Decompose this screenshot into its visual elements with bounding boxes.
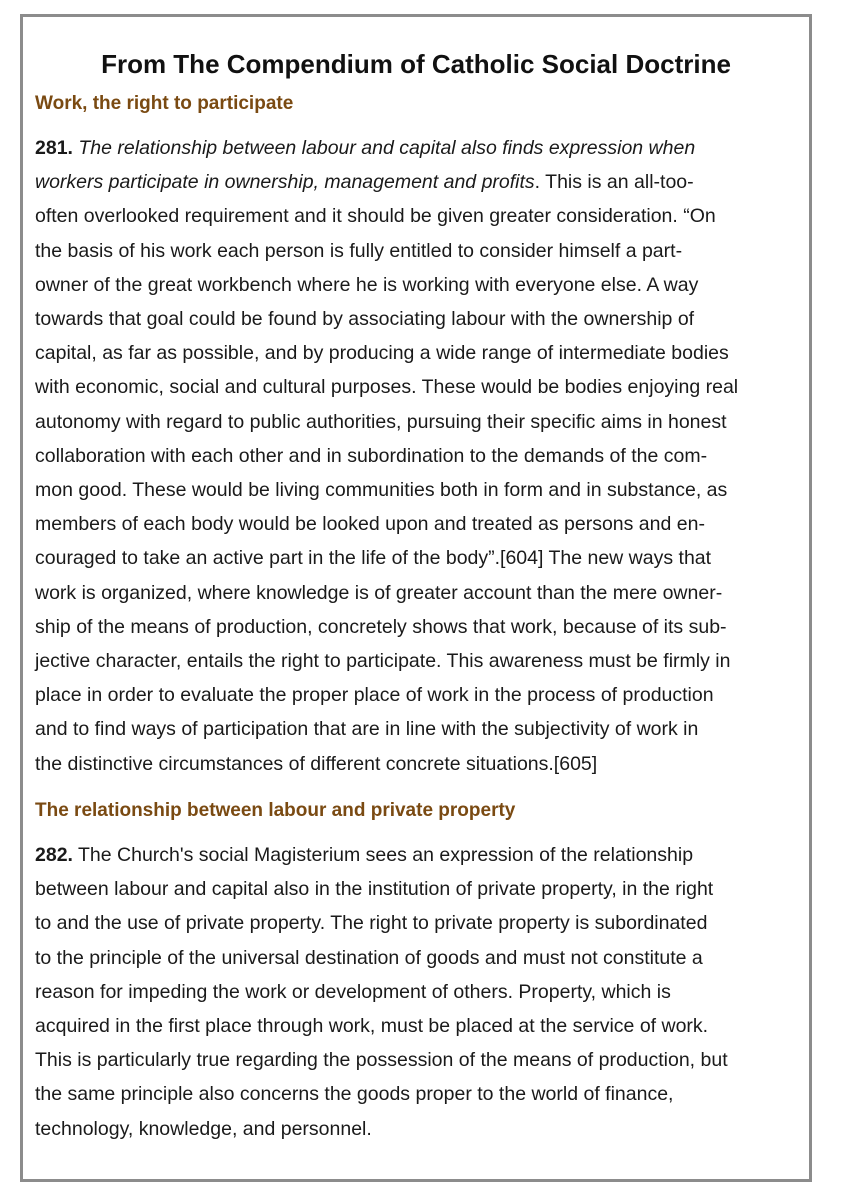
paragraph-line: with economic, social and cultural purposes. These would be bodies enjoying real — [35, 376, 739, 399]
document-title: From The Compendium of Catholic Social Doctrine — [101, 49, 731, 79]
paragraph-line — [35, 131, 815, 165]
paragraph-line: the same principle also concerns the goods proper to the world of finance, — [35, 1083, 674, 1106]
paragraph-line: couraged to take an active part in the life of the body”.[604] The new ways that — [35, 547, 712, 570]
section-heading-work-participate: Work, the right to participate — [35, 93, 294, 114]
paragraph-line: ship of the means of production, concretely shows that work, because of its sub- — [35, 615, 727, 638]
paragraph-line: place in order to evaluate the proper place of work in the process of production — [35, 684, 714, 707]
paragraph-text: The Church's social Magisterium sees an expression of the relationship — [72, 844, 694, 866]
paragraph-line: work is organized, where knowledge is of greater account than the mere owner- — [35, 581, 723, 604]
paragraph-number: 281. — [35, 137, 73, 159]
document-frame — [20, 14, 812, 1182]
paragraph-line: jective character, entails the right to participate. This awareness must be firmly in — [35, 650, 731, 673]
paragraph-line: mon good. These would be living communities both in form and in substance, as — [35, 479, 728, 502]
paragraph-number: 282. — [35, 844, 73, 866]
italic-text: The relationship between labour and capital also finds expression when — [78, 137, 696, 159]
paragraph-text: . This is an all-too- — [534, 171, 694, 194]
paragraph-line: to the principle of the universal destination of goods and must not constitute a — [35, 946, 703, 969]
paragraph-line: autonomy with regard to public authorities, pursuing their specific aims in honest — [35, 410, 727, 433]
paragraph-line: acquired in the first place through work, must be placed at the service of work. — [35, 1015, 709, 1038]
paragraph-line: collaboration with each other and in subordination to the demands of the com- — [35, 444, 708, 467]
paragraph-line: between labour and capital also in the institution of private property, in the right — [35, 878, 714, 901]
paragraph-line: the distinctive circumstances of different concrete situations.[605] — [35, 752, 598, 775]
paragraph-281 — [35, 131, 815, 781]
paragraph-line: reason for impeding the work or development of others. Property, which is — [35, 980, 671, 1003]
paragraph-line: to and the use of private property. The right to private property is subordinated — [35, 912, 708, 935]
section-heading-labour-property: The relationship between labour and private property — [35, 800, 516, 821]
paragraph-line: technology, knowledge, and personnel. — [35, 1117, 372, 1140]
paragraph-line — [35, 838, 815, 872]
paragraph-line: members of each body would be looked upon and treated as persons and en- — [35, 513, 705, 536]
paragraph-line: towards that goal could be found by associating labour with the ownership of — [35, 308, 695, 331]
paragraph-line: capital, as far as possible, and by producing a wide range of intermediate bodies — [35, 342, 729, 365]
paragraph-line: the basis of his work each person is fully entitled to consider himself a part- — [35, 239, 683, 262]
paragraph-line: and to find ways of participation that are in line with the subjectivity of work in — [35, 718, 699, 741]
paragraph-line: often overlooked requirement and it should be given greater consideration. “On — [35, 205, 716, 228]
italic-text: workers participate in ownership, management and profits — [35, 171, 535, 194]
paragraph-282 — [35, 838, 815, 1146]
paragraph-line — [35, 165, 815, 199]
paragraph-line: owner of the great workbench where he is working with everyone else. A way — [35, 273, 699, 296]
paragraph-line: This is particularly true regarding the possession of the means of production, but — [35, 1049, 728, 1072]
